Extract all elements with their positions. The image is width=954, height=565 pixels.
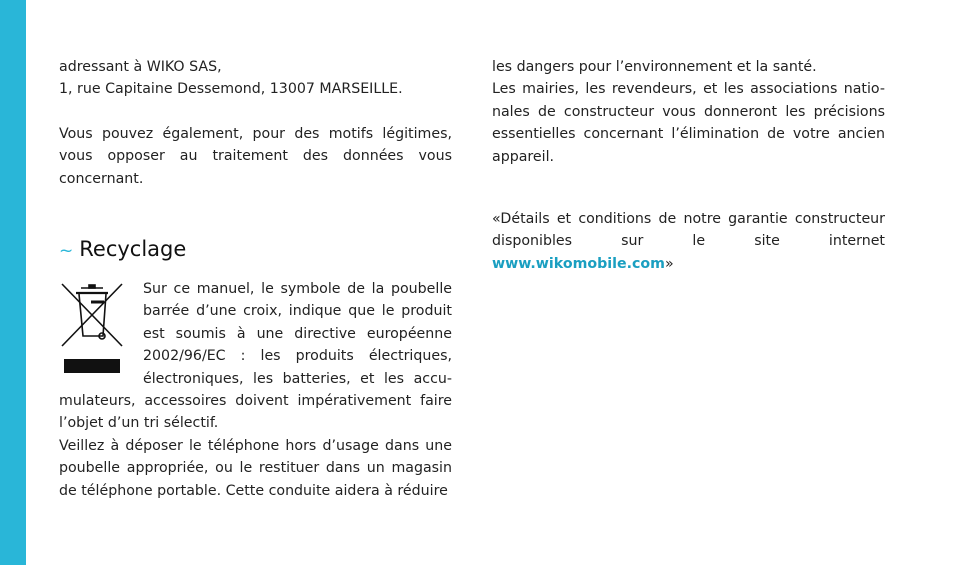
left-column: [59, 56, 452, 502]
warranty-text: «Détails et conditions de notre garantie constructeur disponibles sur le site internet: [492, 211, 885, 250]
crossed-out-wheeled-bin-icon: [59, 280, 125, 376]
tilde-marker: ~: [59, 241, 74, 262]
warranty-closing-quote: »: [664, 255, 674, 272]
disposal-paragraph: Veillez à déposer le téléphone hors d’usage dans une poubelle appropriée, ou le restituer dans un magasin de téléphone portable. Cette conduite aidera à réduire: [59, 437, 452, 499]
right-column: [492, 56, 885, 275]
recycling-block: [59, 278, 452, 435]
recycling-heading: [59, 234, 452, 264]
recycling-paragraph: Sur ce manuel, le symbole de la poubelle barrée d’une croix, indique que le produit est soumis à une directive européenne 2002/96/EC : les produits électriques, électroniques, les batteries, et les accu-mulateurs, accessoires doivent impérativement faire l’objet d’un tri sélectif.: [59, 281, 452, 432]
side-accent-bar: [0, 0, 26, 565]
recycling-heading-text: Recyclage: [79, 237, 187, 262]
continuation-paragraph: les dangers pour l’environnement et la santé.: [492, 59, 817, 75]
address-line-1: adressant à WIKO SAS,: [59, 59, 222, 75]
wikomobile-link[interactable]: www.wikomobile.com: [492, 255, 665, 272]
opposition-paragraph: Vous pouvez également, pour des motifs légitimes, vous opposer au traitement des données vous concernant.: [59, 125, 452, 187]
address-line-2: 1, rue Capitaine Dessemond, 13007 MARSEILLE.: [59, 81, 403, 98]
warranty-paragraph: [492, 208, 885, 275]
authorities-paragraph: Les mairies, les revendeurs, et les associations natio-nales de constructeur vous donneront les précisions essentielles concernant l’élimination de votre ancien appareil.: [492, 81, 885, 165]
